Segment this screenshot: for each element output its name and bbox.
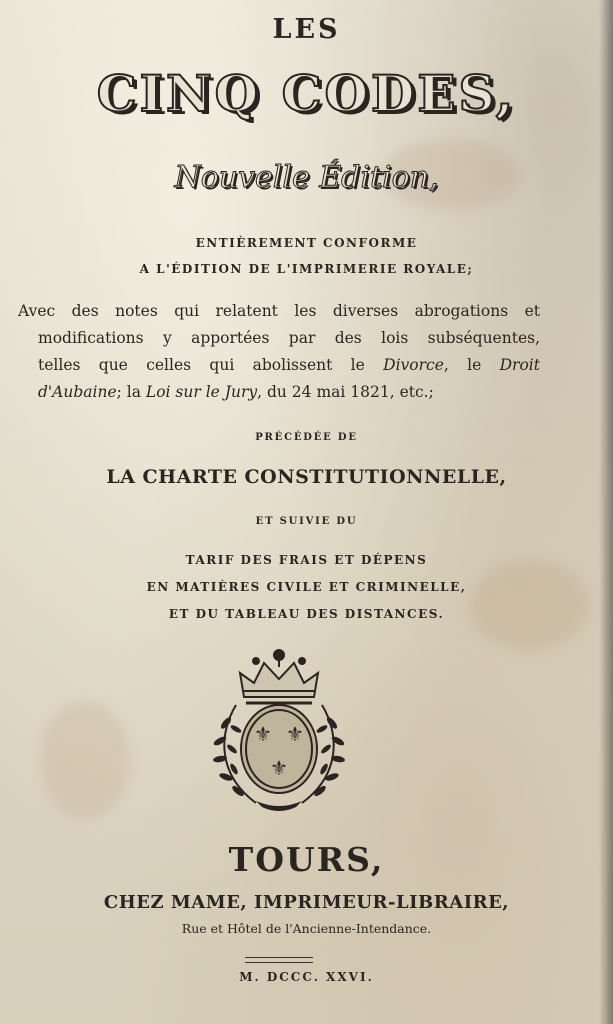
conformity-line-2: A L'ÉDITION DE L'IMPRIMERIE ROYALE; — [139, 262, 474, 276]
title-les: LES — [272, 14, 341, 45]
double-rule-divider — [245, 957, 313, 963]
notes-line-4 — [38, 383, 540, 401]
paper-stain — [470, 560, 590, 650]
notes-text: ; la — [116, 383, 146, 401]
tariff-line-1: TARIF DES FRAIS ET DÉPENS — [185, 553, 428, 567]
publisher-line: CHEZ MAME, IMPRIMEUR-LIBRAIRE, — [103, 892, 510, 913]
notes-italic-divorce: Divorce — [383, 356, 444, 374]
notes-italic-droit: Droit — [499, 356, 540, 374]
publisher-address: Rue et Hôtel de l'Ancienne-Intendance. — [181, 921, 432, 936]
charter-heading: LA CHARTE CONSTITUTIONNELLE, — [106, 466, 507, 488]
city-name: TOURS, — [228, 840, 385, 879]
svg-text:⚜: ⚜ — [254, 722, 272, 746]
conformity-line-1: ENTIÈREMENT CONFORME — [195, 236, 418, 250]
notes-text: , le — [443, 356, 500, 374]
tariff-line-3: ET DU TABLEAU DES DISTANCES. — [168, 607, 445, 621]
notes-text: telles que celles qui abolissent le — [38, 356, 384, 374]
main-title: CINQ CODES, — [96, 64, 517, 123]
paper-stain — [40, 700, 130, 820]
notes-line-2: modifications y apportées par des lois subséquentes, — [38, 329, 540, 347]
notes-line-1: Avec des notes qui relatent les diverses abrogations et — [18, 302, 540, 320]
notes-italic-aubaine: d'Aubaine — [38, 383, 117, 401]
edition-heading: Nouvelle Édition, — [174, 160, 439, 195]
notes-line-3 — [38, 356, 540, 374]
notes-text: , du 24 mai 1821, etc.; — [257, 383, 434, 401]
notes-italic-jury: Loi sur le Jury — [145, 383, 258, 401]
tariff-line-2: EN MATIÈRES CIVILE ET CRIMINELLE, — [146, 580, 467, 594]
svg-text:⚜: ⚜ — [286, 722, 304, 746]
svg-text:⚜: ⚜ — [270, 756, 288, 780]
publication-year: M. DCCC. XXVI. — [239, 970, 374, 984]
followed-by: ET SUIVIE DU — [255, 516, 358, 527]
preceded-by: PRÉCÉDÉE DE — [255, 432, 358, 443]
royal-crest-fleur-de-lis-icon — [196, 645, 362, 811]
